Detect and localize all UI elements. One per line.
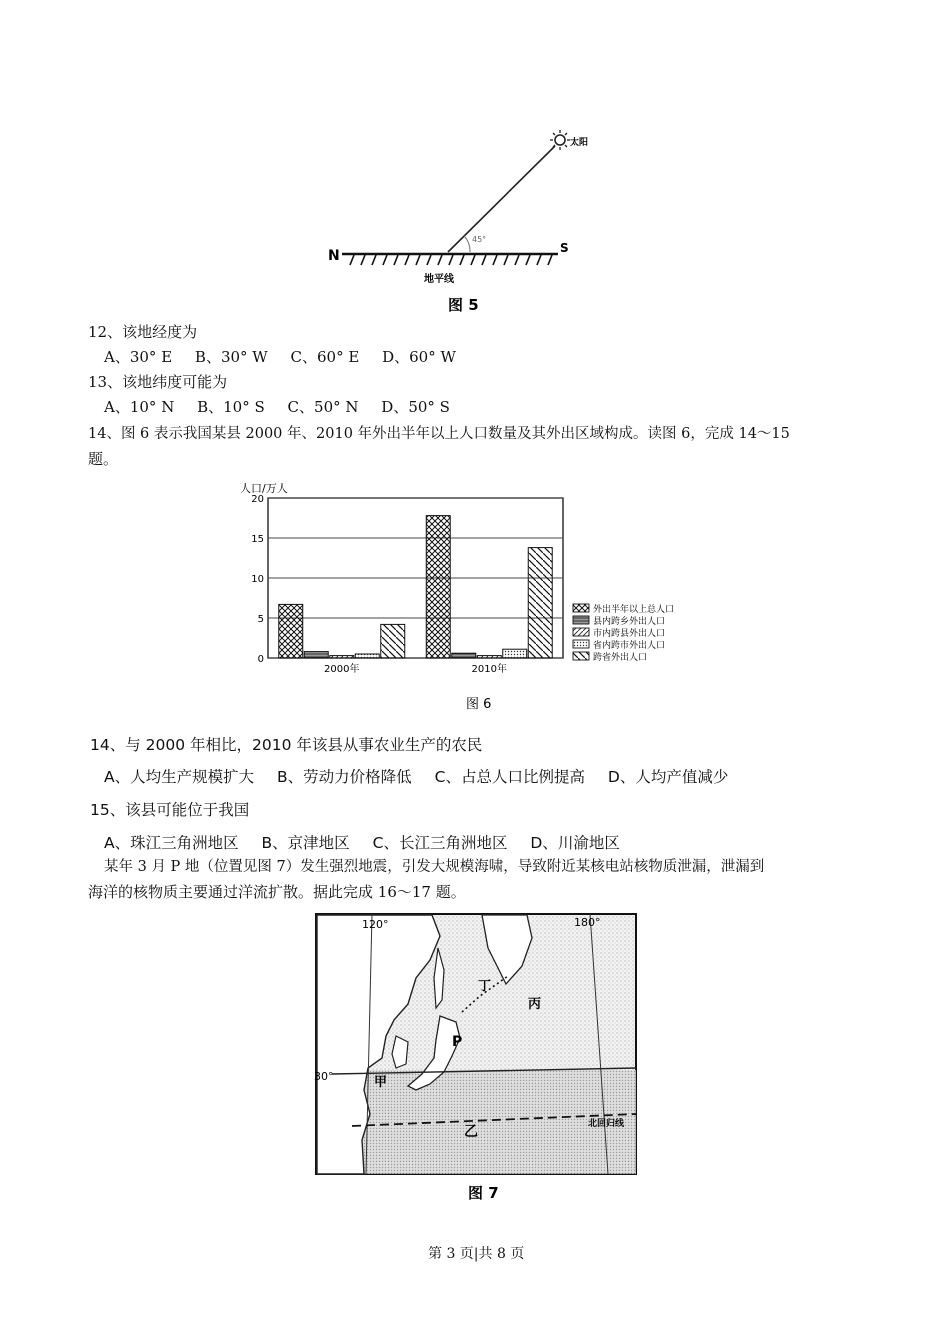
hatch-mark: [383, 255, 387, 265]
bar-1-4: [355, 654, 379, 658]
page-footer: 第 3 页|共 8 页: [428, 1246, 525, 1262]
x-category-label: 2010年: [471, 664, 507, 675]
q13-option-c: C、50° N: [287, 398, 359, 416]
chart-bars: [279, 516, 553, 658]
hatch-mark: [394, 255, 398, 265]
hatch-mark: [427, 255, 431, 265]
figure-6-caption: 图 6: [466, 697, 492, 712]
legend-swatch: [573, 640, 589, 648]
horizon-label: 地平线: [424, 274, 454, 285]
bar-1-2: [304, 652, 328, 658]
hatch-mark: [405, 255, 409, 265]
legend-entry: 市内跨县外出人口: [593, 629, 666, 639]
hatch-mark: [416, 255, 420, 265]
q14-option-b: B、劳动力价格降低: [277, 768, 412, 786]
bar-2-1: [426, 516, 450, 658]
q14-option-a: A、人均生产规模扩大: [104, 768, 255, 786]
bar-2-5: [528, 548, 552, 658]
figure-6-chart: [228, 476, 738, 716]
bar-1-3: [330, 656, 354, 658]
hatch-mark: [471, 255, 475, 265]
point-p-label: P: [452, 1034, 463, 1050]
angle-label: 45°: [472, 235, 487, 244]
lat-30-label: 30°: [314, 1070, 334, 1083]
question-13-options: [104, 397, 468, 417]
question-13-stem: 13、该地纬度可能为: [88, 373, 228, 391]
legend-entry: 外出半年以上总人口: [593, 605, 675, 615]
legend-swatch: [573, 604, 589, 612]
legend-entry: 县内跨乡外出人口: [593, 617, 666, 627]
q14-option-c: C、占总人口比例提高: [434, 768, 585, 786]
point-jia-label: 甲: [374, 1075, 388, 1090]
altitude-angle-arc: [464, 236, 470, 252]
figure-5-caption: 图 5: [448, 296, 479, 314]
x-category-labels: [324, 662, 507, 675]
figure-7-map: [312, 908, 642, 1208]
bar-1-1: [279, 604, 303, 658]
bar-2-3: [477, 656, 501, 658]
q15-option-c: C、长江三角洲地区: [372, 834, 508, 852]
hatch-mark: [372, 255, 376, 265]
intro-14-line2: 题。: [88, 450, 119, 468]
hatch-mark: [515, 255, 519, 265]
hatch-mark: [361, 255, 365, 265]
south-label: S: [560, 241, 569, 255]
legend-swatch: [573, 652, 589, 660]
hatch-mark: [460, 255, 464, 265]
hatch-mark: [438, 255, 442, 265]
point-yi-label: 乙: [464, 1124, 478, 1140]
question-15-options: [104, 833, 638, 853]
figure-7-caption: 图 7: [468, 1184, 499, 1202]
q15-option-a: A、珠江三角洲地区: [104, 834, 239, 852]
legend-swatch: [573, 616, 589, 624]
north-label: N: [328, 248, 340, 264]
chart-gridlines: [268, 498, 563, 658]
bar-2-4: [503, 649, 527, 658]
q12-option-d: D、60° W: [382, 348, 456, 366]
legend-entry: 省内跨市外出人口: [593, 641, 666, 651]
q15-option-d: D、川渝地区: [530, 834, 620, 852]
chart-legend: [573, 603, 674, 663]
q14-option-d: D、人均产值减少: [607, 768, 729, 786]
point-ding-label: 丁: [478, 979, 492, 994]
y-tick-label: 0: [257, 654, 264, 665]
legend-swatch: [573, 628, 589, 636]
y-tick-label: 10: [251, 574, 264, 585]
point-bing-label: 丙: [528, 997, 542, 1012]
tropic-label: 北回归线: [588, 1119, 625, 1129]
sun-label: 太阳: [570, 138, 589, 148]
q13-option-b: B、10° S: [197, 398, 265, 416]
bar-1-5: [381, 624, 405, 658]
question-14-stem: 14、与 2000 年相比，2010 年该县从事农业生产的农民: [90, 736, 483, 754]
intro-16-line1: 某年 3 月 P 地（位置见图 7）发生强烈地震，引发大规模海啸，导致附近某核电站核物质泄漏，泄漏到: [104, 859, 765, 875]
intro-16-line2: 海洋的核物质主要通过洋流扩散。据此完成 16～17 题。: [88, 883, 466, 901]
hatch-mark: [449, 255, 453, 265]
q12-option-c: C、60° E: [290, 348, 360, 366]
hatch-mark: [482, 255, 486, 265]
y-tick-label: 15: [251, 534, 264, 545]
bar-2-2: [452, 653, 476, 658]
q12-option-b: B、30° W: [194, 348, 268, 366]
intro-14-line1: 14、图 6 表示我国某县 2000 年、2010 年外出半年以上人口数量及其外出区域构成。读图 6，完成 14～15: [88, 426, 790, 442]
lon-120-label: 120°: [362, 918, 389, 931]
hatch-mark: [350, 255, 354, 265]
hatch-mark: [548, 255, 552, 265]
hatch-mark: [504, 255, 508, 265]
question-14-options: [104, 767, 746, 787]
q13-option-d: D、50° S: [381, 398, 450, 416]
y-tick-label: 20: [251, 494, 264, 505]
question-15-stem: 15、该县可能位于我国: [90, 801, 250, 819]
q13-option-a: A、10° N: [104, 398, 175, 416]
ground-hatching: [350, 255, 552, 265]
legend-entry: 跨省外出人口: [593, 653, 648, 663]
hatch-mark: [493, 255, 497, 265]
question-12-stem: 12、该地经度为: [88, 323, 198, 341]
lon-180-label: 180°: [574, 916, 601, 929]
korea-peninsula: [392, 1036, 408, 1068]
x-category-label: 2000年: [324, 664, 360, 675]
q12-option-a: A、30° E: [104, 348, 173, 366]
question-12-options: [104, 347, 474, 367]
hatch-mark: [526, 255, 530, 265]
y-axis-label: 人口/万人: [240, 482, 288, 495]
hatch-mark: [537, 255, 541, 265]
q15-option-b: B、京津地区: [261, 834, 350, 852]
y-tick-label: 5: [257, 614, 264, 625]
figure-5: [320, 118, 589, 318]
y-tick-labels: [251, 494, 264, 665]
